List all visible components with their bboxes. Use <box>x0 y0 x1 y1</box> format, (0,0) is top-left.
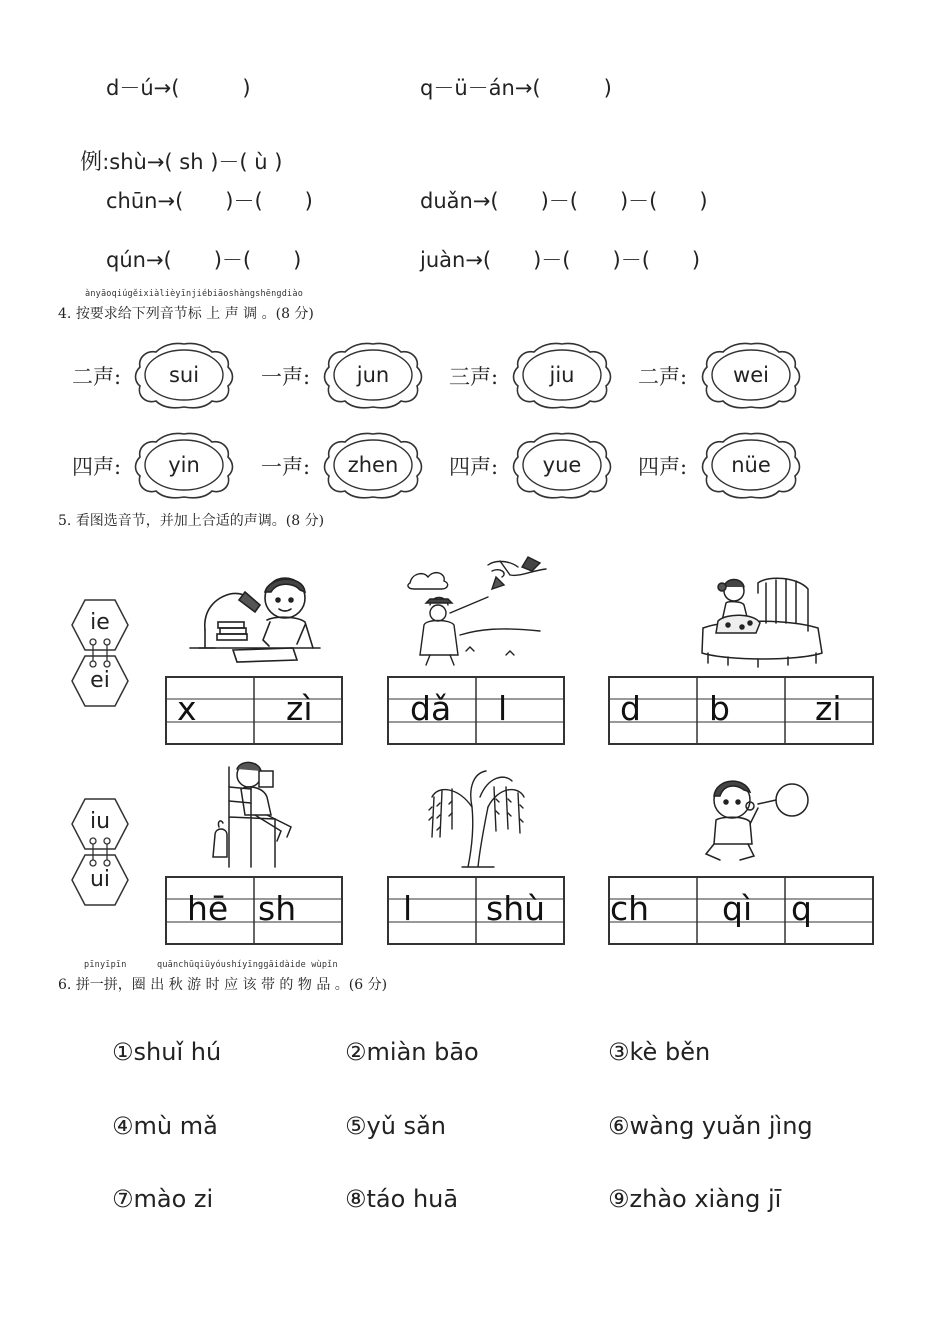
q5-number: 5. <box>58 513 72 529</box>
grid-1-cell-1: x <box>177 689 197 728</box>
q6-heading <box>58 974 387 994</box>
q4-tone-label-2: 一声: <box>261 365 311 389</box>
hex-syllable-iu: iu <box>89 809 111 834</box>
grid-5-cell-2: shù <box>486 889 546 928</box>
pinyin-grid-3 <box>608 676 874 745</box>
grid-5-cell-1: l <box>403 889 413 928</box>
q4-pinyin-ruby: ànyāoqiúgěixiàlièyīnjiébiāoshàngshēngdiào <box>85 289 304 299</box>
picture-boy-chair <box>205 757 305 872</box>
hex-syllable-ie: ie <box>90 610 110 635</box>
picture-boy-balloon <box>700 770 810 865</box>
q5-title: 看图选音节，并加上合适的声调。(8 分) <box>75 513 325 529</box>
q4-heading <box>58 303 314 323</box>
q6-number: 6. <box>58 977 72 993</box>
q6-pinyin-ruby-left: pīnyīpīn <box>84 960 127 970</box>
example-label: 例 <box>80 150 103 175</box>
grid-3-cell-3: zi <box>815 689 842 728</box>
q4-tone-label-8: 四声: <box>638 455 688 479</box>
hexagon-pair-iu-ui <box>70 797 130 909</box>
pinyin-grid-5 <box>387 876 565 945</box>
q4-flower-4 <box>701 340 801 414</box>
example-text: :shù→( sh )－( ù ) <box>102 150 283 174</box>
q4-flower-6 <box>323 430 423 504</box>
grid-6-cell-1: ch <box>610 889 650 928</box>
q6-item-3[interactable]: ③kè běn <box>608 1038 711 1066</box>
q3-row1-left: d－ú→( ) <box>106 76 251 100</box>
picture-hunter <box>400 555 550 667</box>
q3-row1-right: q－ü－án→( ) <box>420 76 612 100</box>
q3-example <box>70 126 282 176</box>
q4-syllable-2: jun <box>356 363 390 387</box>
picture-girl-bed <box>698 573 838 668</box>
q6-item-9[interactable]: ⑨zhào xiàng jī <box>608 1185 782 1213</box>
q4-syllable-5: yin <box>168 453 200 477</box>
q6-pinyin-ruby-right: quānchūqiūyóushíyīnggāidàide wùpǐn <box>157 960 338 970</box>
pinyin-grid-2 <box>387 676 565 745</box>
q6-item-1[interactable]: ①shuǐ hú <box>112 1038 222 1066</box>
q4-flower-5 <box>134 430 234 504</box>
q6-item-6[interactable]: ⑥wàng yuǎn jìng <box>608 1112 813 1140</box>
hex-syllable-ei: ei <box>90 668 110 693</box>
q3-row2-left: chūn→( )－( ) <box>106 189 313 213</box>
grid-4-cell-1: hē <box>187 889 229 928</box>
q4-syllable-4: wei <box>733 363 769 387</box>
q4-tone-label-5: 四声: <box>72 455 122 479</box>
q6-item-8[interactable]: ⑧táo huā <box>345 1185 459 1213</box>
q4-tone-label-4: 二声: <box>638 365 688 389</box>
q3-row3-right: juàn→( )－( )－( ) <box>420 248 701 272</box>
grid-2-cell-1: dǎ <box>410 689 452 728</box>
q6-item-7[interactable]: ⑦mào zi <box>112 1185 214 1213</box>
hex-syllable-ui: ui <box>89 867 111 892</box>
q4-number: 4. <box>58 306 72 322</box>
grid-3-cell-2: b <box>709 689 730 728</box>
q4-syllable-6: zhen <box>347 453 399 477</box>
q4-flower-7 <box>512 430 612 504</box>
q4-syllable-7: yue <box>542 453 582 477</box>
q4-title: 按要求给下列音节标 上 声 调 。(8 分) <box>75 306 314 322</box>
q6-item-4[interactable]: ④mù mǎ <box>112 1112 218 1140</box>
q4-flower-1 <box>134 340 234 414</box>
q3-row2-right: duǎn→( )－( )－( ) <box>420 189 708 213</box>
q4-tone-label-1: 二声: <box>72 365 122 389</box>
q3-row3-left: qún→( )－( ) <box>106 248 302 272</box>
picture-willow <box>428 767 528 869</box>
q6-item-2[interactable]: ②miàn bāo <box>345 1038 479 1066</box>
q4-syllable-1: sui <box>168 363 200 387</box>
q6-item-5[interactable]: ⑤yǔ sǎn <box>345 1112 446 1140</box>
q4-flower-2 <box>323 340 423 414</box>
q4-flower-8 <box>701 430 801 504</box>
q4-tone-label-7: 四声: <box>449 455 499 479</box>
grid-2-cell-2: l <box>498 689 508 728</box>
grid-6-cell-3: q <box>791 889 812 928</box>
q4-syllable-3: jiu <box>549 363 575 387</box>
q4-syllable-8: nüe <box>731 453 771 477</box>
grid-6-cell-2: qì <box>722 889 753 928</box>
picture-boy-writing <box>185 570 325 665</box>
q4-flower-3 <box>512 340 612 414</box>
grid-4-cell-2: sh <box>258 889 297 928</box>
pinyin-grid-4 <box>165 876 343 945</box>
pinyin-grid-6 <box>608 876 874 945</box>
grid-1-cell-2: zì <box>286 689 313 728</box>
q5-heading <box>58 510 324 530</box>
q6-title: 拼一拼，圈 出 秋 游 时 应 该 带 的 物 品 。(6 分) <box>75 977 388 993</box>
grid-3-cell-1: d <box>620 689 641 728</box>
q4-tone-label-6: 一声: <box>261 455 311 479</box>
pinyin-grid-1 <box>165 676 343 745</box>
q4-tone-label-3: 三声: <box>449 365 499 389</box>
hexagon-pair-ie-ei <box>70 598 130 710</box>
